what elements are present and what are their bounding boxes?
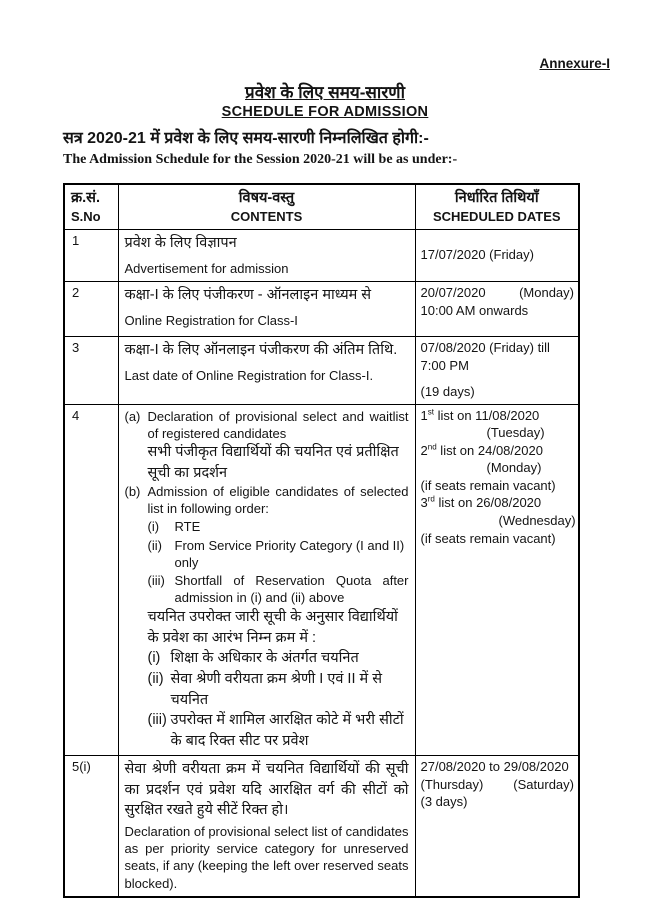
row2-date: 20/07/2020 (Monday) 10:00 AM onwards: [415, 282, 579, 337]
header-cell-sno: क्र.सं. S.No: [64, 184, 118, 230]
row4-sub-iii: (iii) Shortfall of Reservation Quota after admission in (i) and (ii) above: [147, 572, 409, 606]
row4-hindi-note: चयनित उपरोक्त जारी सूची के अनुसार विद्यार्थियों के प्रवेश का आरंभ निम्न क्रम में :: [147, 609, 398, 646]
row1-contents: [118, 230, 415, 282]
row4-date-list3: 3rd list on 26/08/2020: [420, 495, 542, 511]
row4-dates: 1st list on 11/08/2020 (Tuesday) 2nd list on 24/08/2020 (Monday) (if seats remain vacant) 3rd list on 26/08/2020 (Wednesday) (if seats remain vacant): [415, 404, 579, 756]
table-row-1: [64, 230, 579, 282]
row5-date: 27/08/2020 to 29/08/2020 (Thursday) (Saturday) (3 days): [415, 756, 579, 897]
row4-hindi-sub-i: (i) शिक्षा के अधिकार के अंतर्गत चयनित: [147, 650, 359, 667]
row2-content-english: Online Registration for Class-I: [124, 312, 298, 328]
row5-content-hindi: सेवा श्रेणी वरीयता क्रम में चयनित विद्यार्थियों की सूची का प्रदर्शन एवं प्रवेश यदि आरक्षित वर्ग की सीटों को सुरक्षित रखते हुये सीटें रिक्त हो।: [124, 761, 409, 819]
header-cell-dates: निर्धारित तिथियाँ SCHEDULED DATES: [415, 184, 579, 230]
table-row-2: [64, 282, 579, 337]
row1-content-hindi: प्रवेश के लिए विज्ञापन: [124, 235, 237, 252]
intro-block: [63, 128, 600, 168]
row3-content-english: Last date of Online Registration for Class-I.: [124, 367, 374, 383]
row4-item-b-english: Admission of eligible candidates of selected list in following order:: [147, 484, 409, 517]
table-header-row: [64, 184, 579, 230]
row4-item-b: (b) Admission of eligible candidates of selected list in following order: (i) RTE (ii) From Service Priority Category (I and II) only (iii) Shortfall of Reservation Quota after admission in (i) and (ii) above: [124, 484, 409, 606]
row4-item-a: (a) Declaration of provisional select and waitlist of registered candidates सभी पंजीकृत विद्यार्थियों की चयनित एवं प्रतीक्षित सूची का प्रदर्शन: [125, 408, 409, 483]
header-cell-contents: विषय-वस्तु CONTENTS: [118, 184, 415, 230]
admission-schedule-table: [63, 183, 580, 898]
row4-hindi-sub-ii: (ii) सेवा श्रेणी वरीयता क्रम श्रेणी I एवं II में से चयनित: [147, 671, 383, 708]
row5-sno: 5(i): [64, 756, 118, 897]
annexure-label: Annexure-I: [539, 56, 610, 71]
table-row-3: [64, 337, 579, 405]
row2-contents: [118, 282, 415, 337]
table-row-4: [64, 404, 579, 756]
row1-sno: 1: [64, 230, 118, 282]
row2-content-hindi: कक्षा-I के लिए पंजीकरण - ऑनलाइन माध्यम से: [124, 287, 372, 304]
row4-hindi-sub-iii: (iii) उपरोक्त में शामिल आरक्षित कोटे में भरी सीटों के बाद रिक्त सीट पर प्रवेश: [147, 712, 404, 749]
row1-content-english: Advertisement for admission: [124, 260, 289, 276]
row4-item-a-english: Declaration of provisional select and waitlist of registered candidates: [147, 408, 409, 441]
row5-content-english: Declaration of provisional select list of candidates as per priority service category for unreserved seats, if any (keeping the left over reserved seats blocked).: [124, 824, 409, 891]
row3-content-hindi: कक्षा-I के लिए ऑनलाइन पंजीकरण की अंतिम तिथि.: [124, 342, 398, 359]
row3-sno: 3: [64, 337, 118, 405]
intro-line-english: The Admission Schedule for the Session 2020-21 will be as under:-: [63, 151, 458, 167]
row4-sub-i: (i) RTE: [147, 519, 201, 535]
intro-line-hindi: सत्र 2020-21 में प्रवेश के लिए समय-सारणी निम्नलिखित होगी:-: [63, 130, 429, 147]
row4-sub-ii: (ii) From Service Priority Category (I and II) only: [147, 537, 405, 570]
row2-sno: 2: [64, 282, 118, 337]
row4-date-list1: 1st list on 11/08/2020: [420, 407, 540, 423]
table-row-5: [64, 756, 579, 897]
row1-date: 17/07/2020 (Friday): [415, 230, 579, 282]
document-title-english: SCHEDULE FOR ADMISSION: [221, 104, 429, 120]
row3-contents: [118, 337, 415, 405]
row3-date: 07/08/2020 (Friday) till 7:00 PM (19 days): [415, 337, 579, 405]
row4-date-list2: 2nd list on 24/08/2020: [420, 442, 543, 458]
row4-sno: 4: [64, 404, 118, 756]
document-title-hindi: प्रवेश के लिए समय-सारणी: [245, 83, 405, 102]
row5-contents: [118, 756, 415, 897]
row4-contents: [118, 404, 415, 756]
row4-item-a-hindi: सभी पंजीकृत विद्यार्थियों की चयनित एवं प्रतीक्षित सूची का प्रदर्शन: [147, 444, 399, 481]
